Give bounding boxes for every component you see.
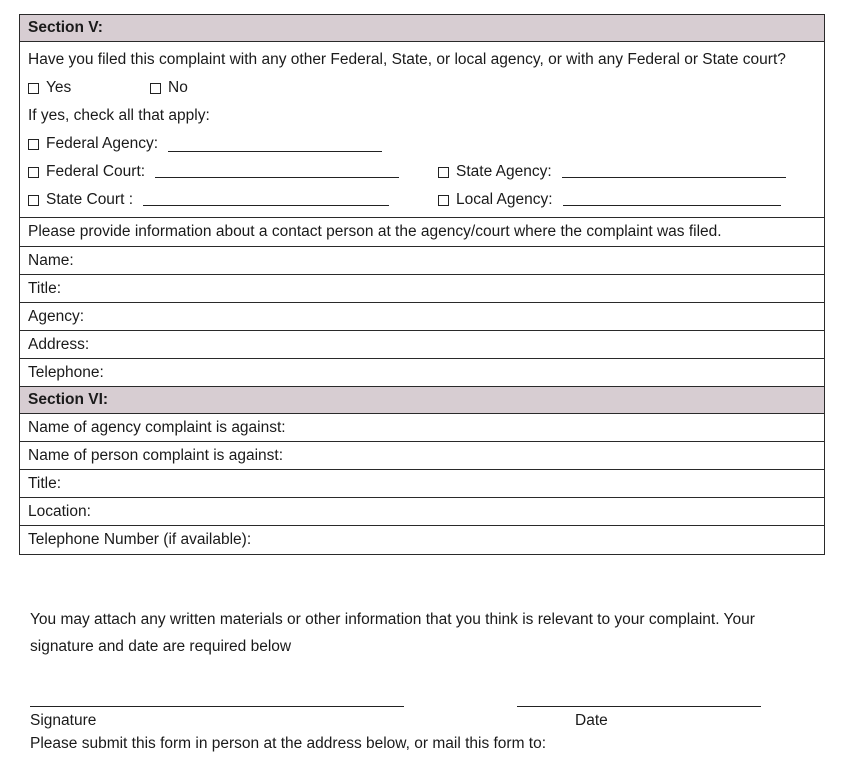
section-v-header bbox=[20, 15, 824, 42]
yes-no-options bbox=[28, 74, 816, 102]
federal-court-field[interactable] bbox=[155, 161, 399, 178]
contact-name-label: Name: bbox=[28, 251, 74, 269]
person-title-field[interactable] bbox=[20, 470, 824, 498]
local-agency-checkbox[interactable] bbox=[438, 195, 449, 206]
signature-label: Signature bbox=[30, 712, 97, 729]
federal-court-checkbox[interactable] bbox=[28, 167, 39, 178]
federal-agency-label: Federal Agency: bbox=[46, 135, 159, 152]
telephone-number-field[interactable] bbox=[20, 526, 824, 554]
contact-address-label: Address: bbox=[28, 335, 90, 353]
state-court-option[interactable] bbox=[28, 191, 133, 209]
court-agency-line-2 bbox=[28, 186, 816, 214]
federal-agency-option[interactable] bbox=[28, 135, 158, 153]
federal-agency-line bbox=[28, 130, 816, 158]
federal-court-group bbox=[28, 161, 438, 184]
contact-prompt bbox=[20, 218, 824, 247]
location-field[interactable] bbox=[20, 498, 824, 526]
telephone-number-label: Telephone Number (if available): bbox=[28, 531, 252, 548]
contact-agency-label: Agency: bbox=[28, 307, 85, 325]
person-title-label: Title: bbox=[28, 474, 62, 492]
local-agency-label: Local Agency: bbox=[456, 191, 553, 208]
federal-agency-checkbox[interactable] bbox=[28, 139, 39, 150]
no-checkbox[interactable] bbox=[150, 83, 161, 94]
state-agency-label: State Agency: bbox=[456, 163, 552, 180]
local-agency-option[interactable] bbox=[438, 191, 553, 209]
state-agency-option[interactable] bbox=[438, 163, 552, 181]
contact-telephone-label: Telephone: bbox=[28, 363, 104, 381]
complaint-form bbox=[19, 14, 825, 555]
state-agency-group bbox=[438, 161, 786, 184]
yes-option[interactable] bbox=[28, 79, 150, 97]
agency-against-label: Name of agency complaint is against: bbox=[28, 418, 286, 436]
prior-filing-text: Have you filed this complaint with any other Federal, State, or local agency, or with any Federal or State court? bbox=[28, 51, 786, 68]
contact-address-field[interactable] bbox=[20, 331, 824, 359]
no-label: No bbox=[168, 79, 188, 96]
federal-court-label: Federal Court: bbox=[46, 163, 146, 180]
person-against-label: Name of person complaint is against: bbox=[28, 446, 284, 464]
contact-telephone-field[interactable] bbox=[20, 359, 824, 387]
section-v-title: Section V: bbox=[28, 19, 103, 36]
state-court-label: State Court : bbox=[46, 191, 134, 208]
state-agency-field[interactable] bbox=[562, 161, 786, 178]
contact-prompt-text: Please provide information about a contact person at the agency/court where the complaint was filed. bbox=[28, 223, 722, 240]
signature-line[interactable] bbox=[30, 706, 404, 707]
contact-title-label: Title: bbox=[28, 279, 62, 297]
local-agency-field[interactable] bbox=[563, 189, 781, 206]
person-against-field[interactable] bbox=[20, 442, 824, 470]
local-agency-group bbox=[438, 189, 781, 212]
contact-agency-field[interactable] bbox=[20, 303, 824, 331]
date-label: Date bbox=[575, 712, 608, 729]
yes-label: Yes bbox=[46, 79, 72, 96]
state-court-field[interactable] bbox=[143, 189, 389, 206]
state-court-group bbox=[28, 189, 438, 212]
agency-against-field[interactable] bbox=[20, 414, 824, 442]
federal-agency-field[interactable] bbox=[168, 135, 382, 152]
yes-checkbox[interactable] bbox=[28, 83, 39, 94]
check-all-instruction: If yes, check all that apply: bbox=[28, 107, 210, 124]
state-court-checkbox[interactable] bbox=[28, 195, 39, 206]
state-agency-checkbox[interactable] bbox=[438, 167, 449, 178]
federal-court-option[interactable] bbox=[28, 163, 145, 181]
submit-instructions: Please submit this form in person at the address below, or mail this form to: bbox=[30, 735, 547, 752]
contact-name-field[interactable] bbox=[20, 247, 824, 275]
section-vi-header bbox=[20, 387, 824, 414]
court-agency-line-1 bbox=[28, 158, 816, 186]
contact-title-field[interactable] bbox=[20, 275, 824, 303]
attach-note: You may attach any written materials or other information that you think is relevant to your complaint. Your signature and date are required below bbox=[30, 611, 755, 655]
section-vi-title: Section VI: bbox=[28, 391, 109, 408]
no-option[interactable] bbox=[150, 79, 188, 97]
location-label: Location: bbox=[28, 502, 91, 520]
prior-filing-question bbox=[20, 42, 824, 218]
date-line[interactable] bbox=[517, 706, 761, 707]
